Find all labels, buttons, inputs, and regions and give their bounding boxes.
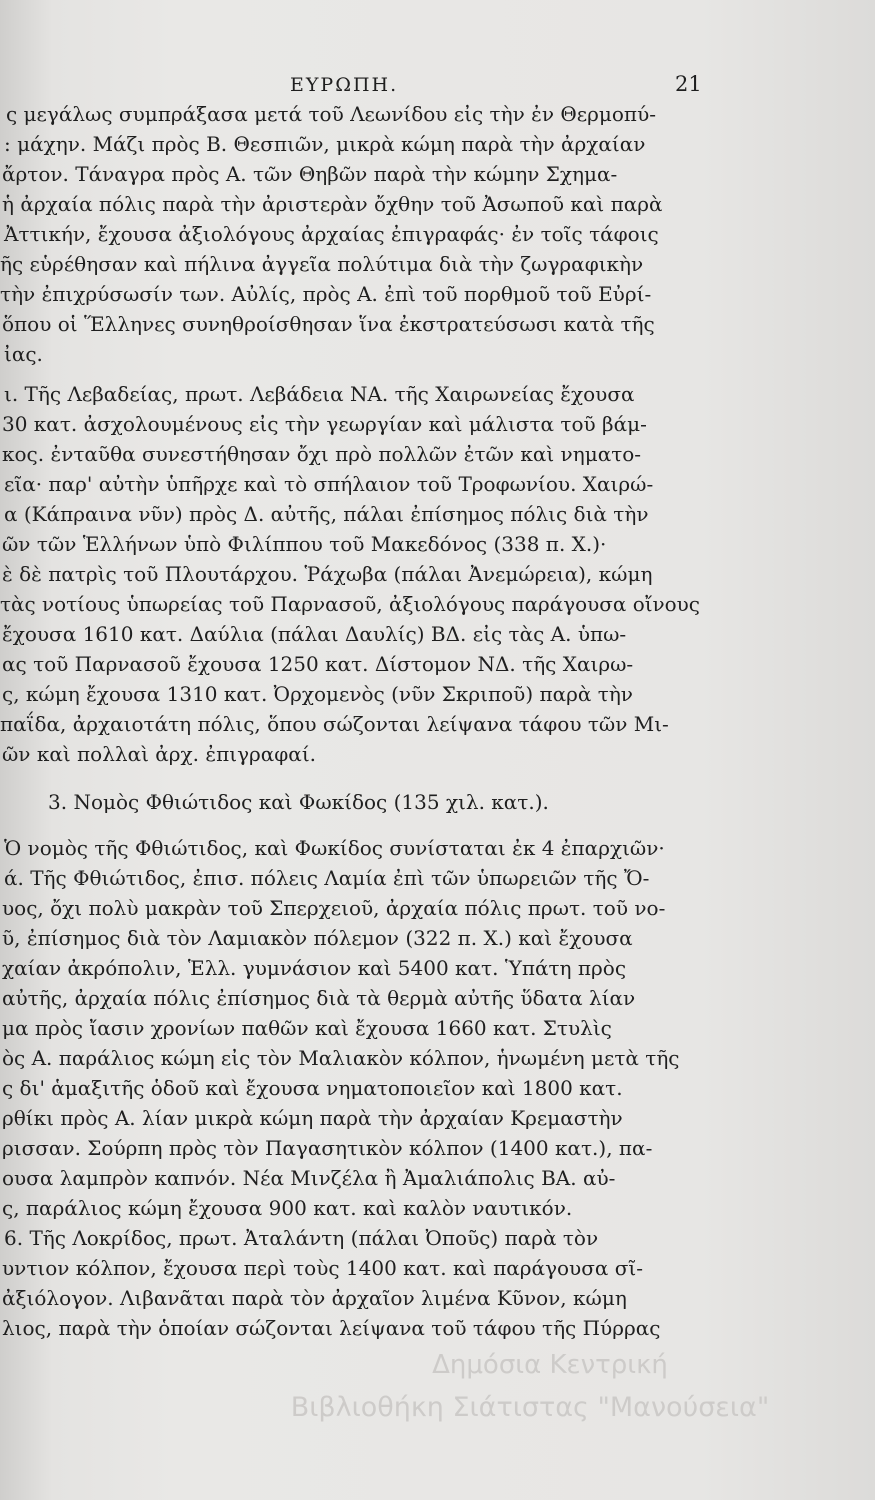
text-line: ῶν τῶν Ἑλλήνων ὑπὸ Φιλίππου τοῦ Μακεδόνος (338 π. Χ.)· [2, 532, 607, 556]
text-line: εῖα· παρ' αὐτὴν ὑπῆρχε καὶ τὸ σπήλαιον τοῦ Τροφωνίου. Χαιρώ- [4, 472, 654, 496]
text-line: 6. Τῆς Λοκρίδος, πρωτ. Ἀταλάντη (πάλαι Ὀποῦς) παρὰ τὸν [4, 1226, 599, 1250]
text-line: ἡ ἀρχαία πόλις παρὰ τὴν ἀριστερὰν ὄχθην τοῦ Ἀσωποῦ καὶ παρὰ [2, 192, 663, 216]
text-line: παΐδα, ἀρχαιοτάτη πόλις, ὅπου σώζονται λείψανα τάφου τῶν Μι- [0, 712, 669, 736]
text-line: ῶν καὶ πολλαὶ ἀρχ. ἐπιγραφαί. [2, 742, 317, 766]
text-line: υντιον κόλπον, ἔχουσα περὶ τοὺς 1400 κατ. καὶ παράγουσα σῖ- [2, 1256, 643, 1280]
section-heading: 3. Νομὸς Φθιώτιδος καὶ Φωκίδος (135 χιλ. κατ.). [48, 790, 549, 814]
text-line: ὲ δὲ πατρὶς τοῦ Πλουτάρχου. Ῥάχωβα (πάλαι Ἀνεμώρεια), κώμη [2, 562, 653, 586]
text-line: ἔχουσα 1610 κατ. Δαύλια (πάλαι Δαυλίς) ΒΔ. εἰς τὰς Α. ὑπω- [2, 622, 627, 646]
text-line: Ἀττικήν, ἔχουσα ἀξιολόγους ἀρχαίας ἐπιγραφάς· ἐν τοῖς τάφοις [4, 222, 659, 246]
text-line: ς μεγάλως συμπράξασα μετά τοῦ Λεωνίδου εἰς τὴν ἐν Θερμοπύ- [6, 102, 656, 126]
library-watermark-line1: Δημόσια Κεντρική [432, 1350, 668, 1380]
text-line: ουσα λαμπρὸν καπνόν. Νέα Μινζέλα ἢ Ἀμαλιάπολις ΒΑ. αὐ- [2, 1166, 616, 1190]
text-line: υος, ὄχι πολὺ μακρὰν τοῦ Σπερχειοῦ, ἀρχαία πόλις πρωτ. τοῦ νο- [2, 896, 666, 920]
text-line: : μάχην. Μάζι πρὸς Β. Θεσπιῶν, μικρὰ κώμη παρὰ τὴν ἀρχαίαν [4, 132, 646, 156]
text-line: τὴν ἐπιχρύσωσίν των. Αὐλίς, πρὸς Α. ἐπὶ τοῦ πορθμοῦ τοῦ Εὐρί- [0, 282, 652, 306]
library-watermark-line2: Βιβλιοθήκη Σιάτιστας "Μανούσεια" [290, 1392, 770, 1423]
text-line: ρθίκι πρὸς Α. λίαν μικρὰ κώμη παρὰ τὴν ἀρχαίαν Κρεμαστὴν [2, 1106, 623, 1130]
text-line: ς δι' ἁμαξιτῆς ὁδοῦ καὶ ἔχουσα νηματοποιεῖον καὶ 1800 κατ. [2, 1076, 623, 1100]
page-number: 21 [675, 72, 702, 96]
text-line: ς, κώμη ἔχουσα 1310 κατ. Ὀρχομενὸς (νῦν Σκριποῦ) παρὰ τὴν [2, 682, 633, 706]
text-line: ἀξιόλογον. Λιβανᾶται παρὰ τὸν ἀρχαῖον λιμένα Κῦνον, κώμη [2, 1286, 627, 1310]
text-line: ας τοῦ Παρνασοῦ ἔχουσα 1250 κατ. Δίστομον ΝΔ. τῆς Χαιρω- [2, 652, 634, 676]
text-line: ἄρτον. Τάναγρα πρὸς Α. τῶν Θηβῶν παρὰ τὴν κώμην Σχημα- [2, 162, 618, 186]
text-line: ι. Τῆς Λεβαδείας, πρωτ. Λεβάδεια ΝΑ. τῆς Χαιρωνείας ἔχουσα [4, 382, 635, 406]
text-line: ἰας. [4, 342, 43, 366]
text-line: ά. Τῆς Φθιώτιδος, ἐπισ. πόλεις Λαμία ἐπὶ τῶν ὑπωρειῶν τῆς Ὄ- [4, 866, 650, 890]
text-line: ς, παράλιος κώμη ἔχουσα 900 κατ. καὶ καλὸν ναυτικόν. [2, 1196, 573, 1220]
text-line: ῆς εὑρέθησαν καὶ πήλινα ἀγγεῖα πολύτιμα διὰ τὴν ζωγραφικὴν [0, 252, 644, 276]
text-line: ὅπου οἱ Ἕλληνες συνηθροίσθησαν ἵνα ἐκστρατεύσωσι κατὰ τῆς [2, 312, 655, 336]
running-head: ΕΥΡΩΠΗ. [290, 74, 399, 96]
page-header [0, 70, 875, 100]
text-line: 30 κατ. ἀσχολουμένους εἰς τὴν γεωργίαν καὶ μάλιστα τοῦ βάμ- [2, 412, 647, 436]
text-line: ὸς Α. παράλιος κώμη εἰς τὸν Μαλιακὸν κόλπον, ἡνωμένη μετὰ τῆς [2, 1046, 680, 1070]
text-line: αὐτῆς, ἀρχαία πόλις ἐπίσημος διὰ τὰ θερμὰ αὐτῆς ὕδατα λίαν [2, 986, 636, 1010]
text-line: χαίαν ἀκρόπολιν, Ἑλλ. γυμνάσιον καὶ 5400 κατ. Ὑπάτη πρὸς [2, 956, 627, 980]
text-line: ρισσαν. Σούρπη πρὸς τὸν Παγασητικὸν κόλπον (1400 κατ.), πα- [2, 1136, 653, 1160]
text-line: κος. ἐνταῦθα συνεστήθησαν ὄχι πρὸ πολλῶν ἐτῶν καὶ νηματο- [2, 442, 642, 466]
text-line: α (Κάπραινα νῦν) πρὸς Δ. αὐτῆς, πάλαι ἐπίσημος πόλις διὰ τὴν [4, 502, 649, 526]
text-line: Ὁ νομὸς τῆς Φθιώτιδος, καὶ Φωκίδος συνίσταται ἐκ 4 ἐπαρχιῶν· [4, 836, 665, 860]
text-line: μα πρὸς ἴασιν χρονίων παθῶν καὶ ἔχουσα 1660 κατ. Στυλὶς [2, 1016, 612, 1040]
text-line: τὰς νοτίους ὑπωρείας τοῦ Παρνασοῦ, ἀξιολόγους παράγουσα οἴνους [0, 592, 700, 616]
text-line: ῦ, ἐπίσημος διὰ τὸν Λαμιακὸν πόλεμον (322 π. Χ.) καὶ ἔχουσα [2, 926, 633, 950]
text-line: λιος, παρὰ τὴν ὁποίαν σώζονται λείψανα τοῦ τάφου τῆς Πύρρας [2, 1316, 661, 1340]
